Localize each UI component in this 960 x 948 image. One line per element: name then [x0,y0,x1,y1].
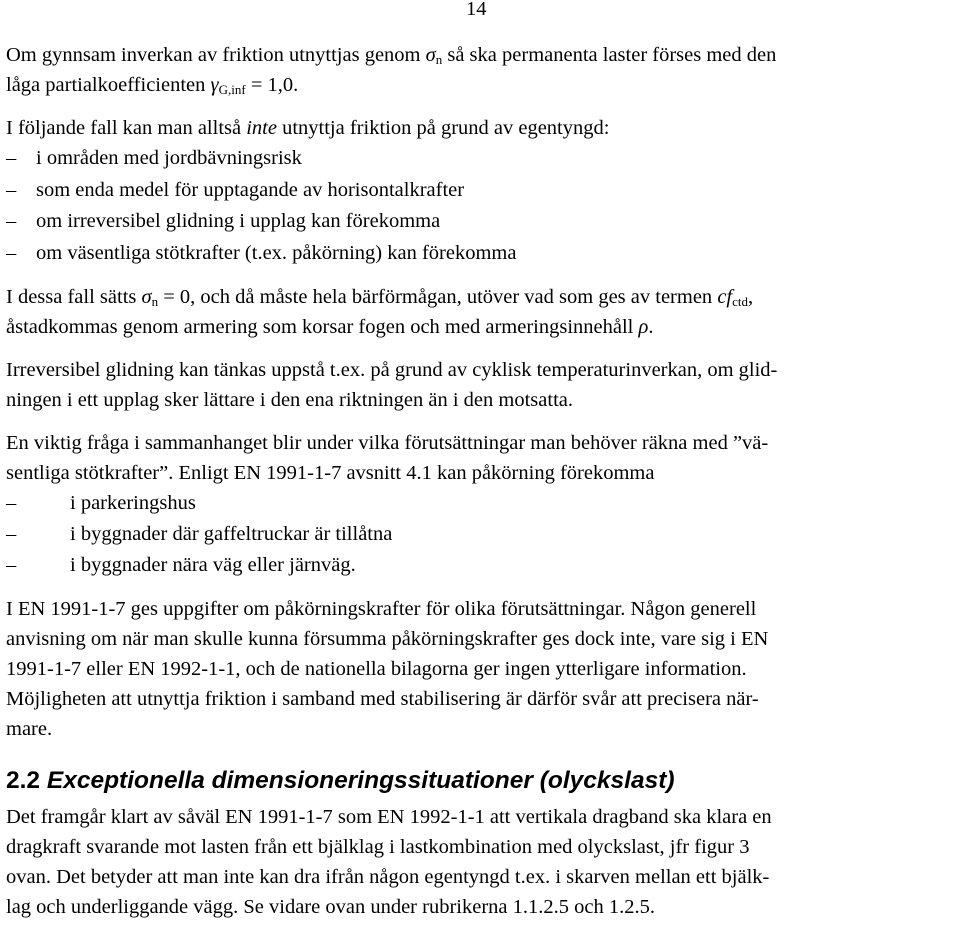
section-title: Exceptionella dimensioneringssituationer (olyckslast) [46,767,675,794]
impact-locations-list [6,488,956,581]
text: ovan. Det betyder att man inte kan dra ifrån någon egentyngd t.ex. i skarven mellan ett bjälk- [6,866,770,888]
text: Det framgår klart av såväl EN 1991-1-7 som EN 1992-1-1 att vertikala dragband ska klara en [6,806,772,828]
list-item: – om väsentliga stötkrafter (t.ex. påkörning) kan förekomma [6,238,956,270]
text: , [748,286,754,308]
rho-symbol: ρ [638,316,649,338]
paragraph-cases-intro [6,113,956,143]
text: I EN 1991-1-7 ges uppgifter om påkörningskrafter för olika förutsättningar. Någon generell [6,598,757,620]
text: sentliga stötkrafter”. Enligt EN 1991-1-7 avsnitt 4.1 kan påkörning förekomma [6,462,655,484]
subscript: n [435,52,443,67]
text: dragkraft svarande mot lasten från ett bjälklag i lastkombination med olyckslast, jfr figur 3 [6,836,750,858]
paragraph-impact-question [6,428,956,488]
text: . [648,316,654,338]
list-item: – i byggnader nära väg eller järnväg. [6,550,956,581]
section-number: 2.2 [6,767,41,794]
subscript: n [151,294,159,309]
text: ningen i ett upplag sker lättare i den ena riktningen än i den motsatta. [6,389,573,411]
text: Irreversibel glidning kan tänkas uppstå t.ex. på grund av cyklisk temperaturinverkan, om glid- [6,359,778,381]
paragraph-impact-forces [6,594,956,744]
text: Möjligheten att utnyttja friktion i samband med stabilisering är därför svår att precisera när- [6,688,759,710]
cases-list [6,143,956,269]
text: lag och underliggande vägg. Se vidare ovan under rubrikerna 1.1.2.5 och 1.2.5. [6,896,655,918]
list-item: – i parkeringshus [6,488,956,519]
paragraph-irreversible-sliding [6,355,956,415]
page-number: 14 [466,0,487,20]
emphasis: inte [246,117,277,139]
text: I följande fall kan man alltså [6,117,247,139]
subscript: G,inf [218,82,246,97]
text: = 1,0. [245,74,299,96]
text: åstadkommas genom armering som korsar fogen och med armeringsinnehåll [6,316,639,338]
paragraph-tie-forces [6,802,956,922]
list-item: – om irreversibel glidning i upplag kan förekomma [6,206,956,238]
section-heading [6,764,956,798]
text: Om gynnsam inverkan av friktion utnyttjas genom [6,44,426,66]
paragraph-friction-favourable [6,40,956,100]
subscript: ctd [732,294,748,309]
document-body [6,40,956,922]
list-item: – som enda medel för upptagande av horisontalkrafter [6,175,956,207]
text: = 0, och då måste hela bärförmågan, utöver vad som ges av termen [158,286,718,308]
list-item: – i byggnader där gaffeltruckar är tillåtna [6,519,956,550]
text: En viktig fråga i sammanhanget blir under vilka förutsättningar man behöver räkna med ”vä- [6,432,769,454]
text: mare. [6,718,53,740]
paragraph-sigma-zero [6,282,956,342]
text: I dessa fall sätts [6,286,142,308]
gamma-symbol: γ [210,74,219,96]
text: låga partialkoefficienten [6,74,211,96]
list-item: – i områden med jordbävningsrisk [6,143,956,175]
text: anvisning om när man skulle kunna försumma påkörningskrafter ges dock inte, vare sig i EN [6,628,769,650]
sigma-symbol: σ [141,286,152,308]
cf-term: cf [717,286,733,308]
text: utnyttja friktion på grund av egentyngd: [276,117,610,139]
sigma-symbol: σ [425,44,436,66]
text: så ska permanenta laster förses med den [442,44,777,66]
text: 1991-1-7 eller EN 1992-1-1, och de nationella bilagorna ger ingen ytterligare information. [6,658,747,680]
